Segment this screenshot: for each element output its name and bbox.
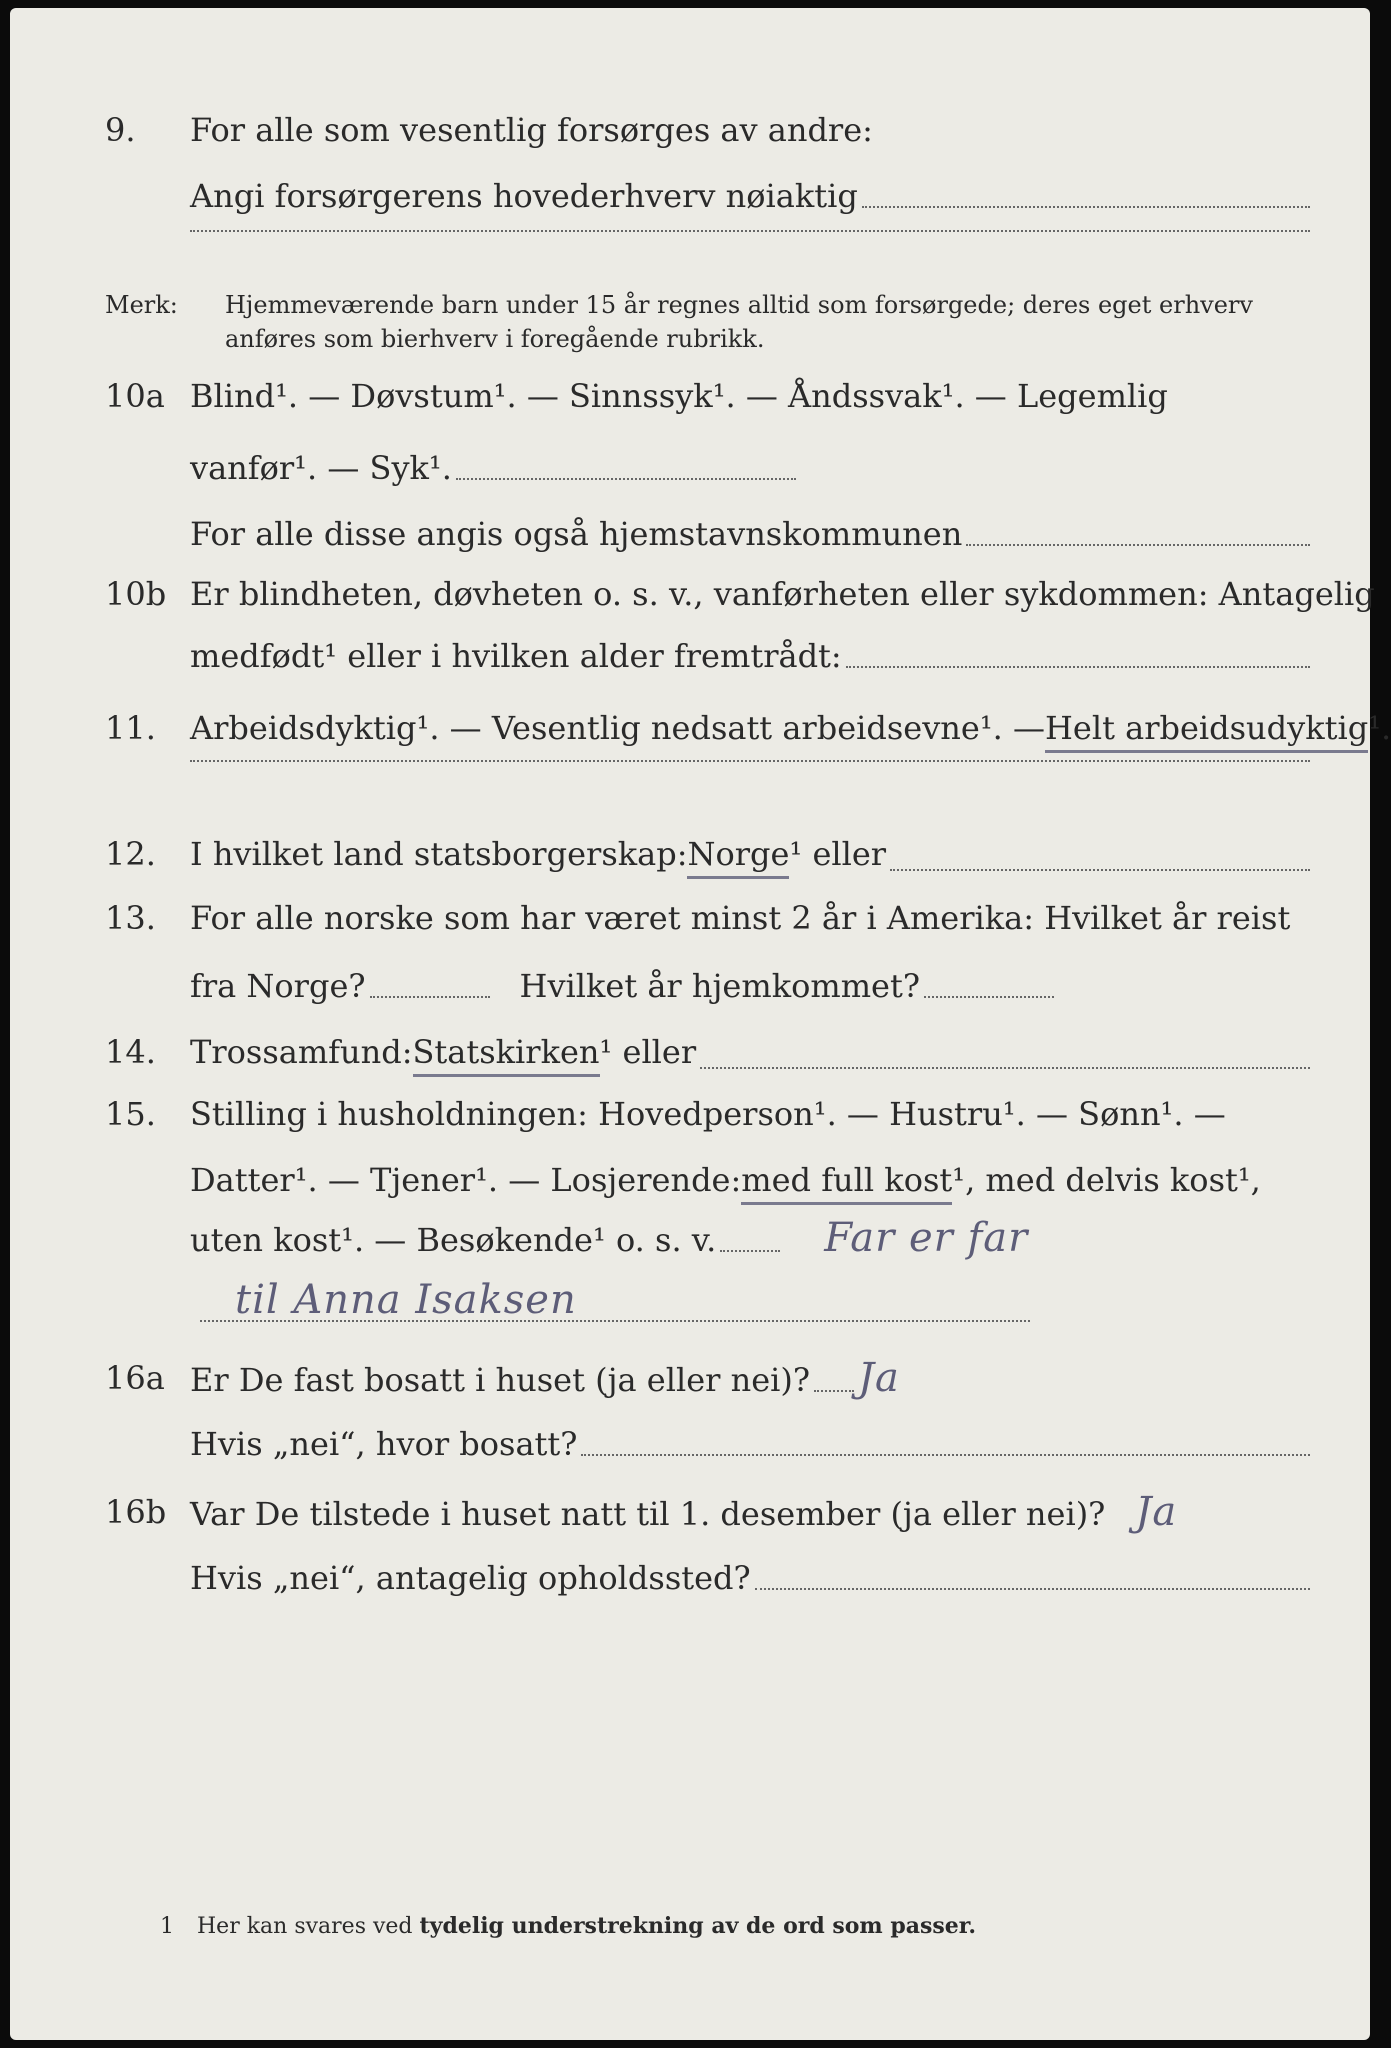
q12-or: ¹ eller: [789, 835, 887, 873]
q15-options-3: uten kost¹. — Besøkende¹ o. s. v.: [190, 1221, 717, 1259]
footnote-text: Her kan svares ved: [197, 1914, 420, 1939]
q15-answer-line: [200, 1320, 1030, 1322]
merk-label: Merk:: [105, 291, 178, 319]
footnote-emphasis: tydelig understrekning av de ord som passer.: [419, 1913, 977, 1939]
q10a-question: Blind¹. — Døvstum¹. — Sinnssyk¹. — Åndssvak¹. — Legemlig: [190, 377, 1168, 415]
q14-number: 14.: [105, 1033, 156, 1071]
q16b-question-line2: Hvis „nei“, antagelig opholdssted?: [190, 1559, 751, 1597]
q16a-dots: [814, 1390, 854, 1392]
q16a-answer-field[interactable]: [581, 1454, 1310, 1456]
q12-answer-field[interactable]: [890, 869, 1310, 871]
q13-return-label: Hvilket år hjemkommet?: [519, 967, 920, 1005]
q10a-hometown-field[interactable]: [966, 544, 1310, 546]
q13-departure-label: fra Norge?: [190, 967, 366, 1005]
q15-underlined-option[interactable]: med full kost: [741, 1160, 952, 1205]
q15-options-2: ¹, med delvis kost¹,: [952, 1161, 1261, 1199]
q11-option-text: Arbeidsdyktig¹. — Vesentlig nedsatt arbeidsevne¹. —: [190, 709, 1045, 747]
q13-question: For alle norske som har været minst 2 år i Amerika: Hvilket år reist: [190, 899, 1291, 937]
q15-handwritten-answer[interactable]: Far er far: [824, 1215, 1029, 1261]
q13-departure-field[interactable]: [370, 996, 490, 998]
q13-number: 13.: [105, 899, 156, 937]
merk-text-line2: anføres som bierhverv i foregående rubrikk.: [225, 325, 765, 353]
q14-or: ¹ eller: [599, 1033, 697, 1071]
merk-text: Hjemmeværende barn under 15 år regnes alltid som forsørgede; deres eget erhverv: [225, 291, 1253, 319]
q11-footnote-mark: ¹.: [1368, 709, 1391, 747]
q15-number: 15.: [105, 1095, 156, 1133]
q15-question: Stilling i husholdningen: Hovedperson¹. — Hustru¹. — Sønn¹. —: [190, 1095, 1226, 1133]
q15-dots: [720, 1250, 780, 1252]
q10b-number: 10b: [105, 575, 167, 613]
q13-return-field[interactable]: [924, 996, 1054, 998]
q14-answer-field[interactable]: [700, 1067, 1310, 1069]
q10b-answer-field[interactable]: [846, 666, 1310, 668]
q11-underlined-option[interactable]: Helt arbeidsudyktig: [1045, 708, 1368, 753]
q14-question: Trossamfund:: [190, 1033, 413, 1071]
q10a-question-line2: vanfør¹. — Syk¹.: [190, 449, 452, 487]
q16a-number: 16a: [105, 1359, 165, 1397]
q10b-question: Er blindheten, døvheten o. s. v., vanførheten eller sykdommen: Antagelig: [190, 575, 1375, 613]
q16a-question-line2: Hvis „nei“, hvor bosatt?: [190, 1425, 578, 1463]
q12-underlined-option[interactable]: Norge: [687, 834, 789, 879]
q15-options: Datter¹. — Tjener¹. — Losjerende:: [190, 1161, 742, 1199]
q9-number: 9.: [105, 111, 136, 149]
footnote-mark: 1: [160, 1914, 174, 1939]
q10a-question-line3: For alle disse angis også hjemstavnskommunen: [190, 515, 963, 553]
q10a-number: 10a: [105, 377, 165, 415]
q12-question: I hvilket land statsborgerskap:: [190, 835, 688, 873]
q11-number: 11.: [105, 709, 156, 747]
q16a-handwritten-answer[interactable]: Ja: [858, 1355, 900, 1401]
q16b-question: Var De tilstede i huset natt til 1. desember (ja eller nei)?: [190, 1495, 1106, 1533]
q10b-question-line2: medfødt¹ eller i hvilken alder fremtrådt:: [190, 637, 842, 675]
q16b-number: 16b: [105, 1493, 167, 1531]
q11-answer-field[interactable]: [190, 760, 1310, 762]
q16b-handwritten-answer[interactable]: Ja: [1135, 1489, 1178, 1535]
q10a-answer-field[interactable]: [456, 478, 796, 480]
q12-number: 12.: [105, 835, 156, 873]
census-form-page: [10, 8, 1391, 2040]
q9-answer-field-2[interactable]: [190, 230, 1310, 232]
q9-question-line2: Angi forsørgerens hovederhverv nøiaktig: [190, 177, 858, 215]
q9-question: For alle som vesentlig forsørges av andre:: [190, 111, 873, 149]
q9-answer-field[interactable]: [862, 206, 1310, 208]
q14-underlined-option[interactable]: Statskirken: [413, 1032, 600, 1077]
footnote: [160, 1913, 976, 1939]
q15-handwritten-answer-2[interactable]: til Anna Isaksen: [235, 1277, 577, 1323]
q16a-question: Er De fast bosatt i huset (ja eller nei)?: [190, 1361, 811, 1399]
q16b-answer-field[interactable]: [755, 1588, 1310, 1590]
